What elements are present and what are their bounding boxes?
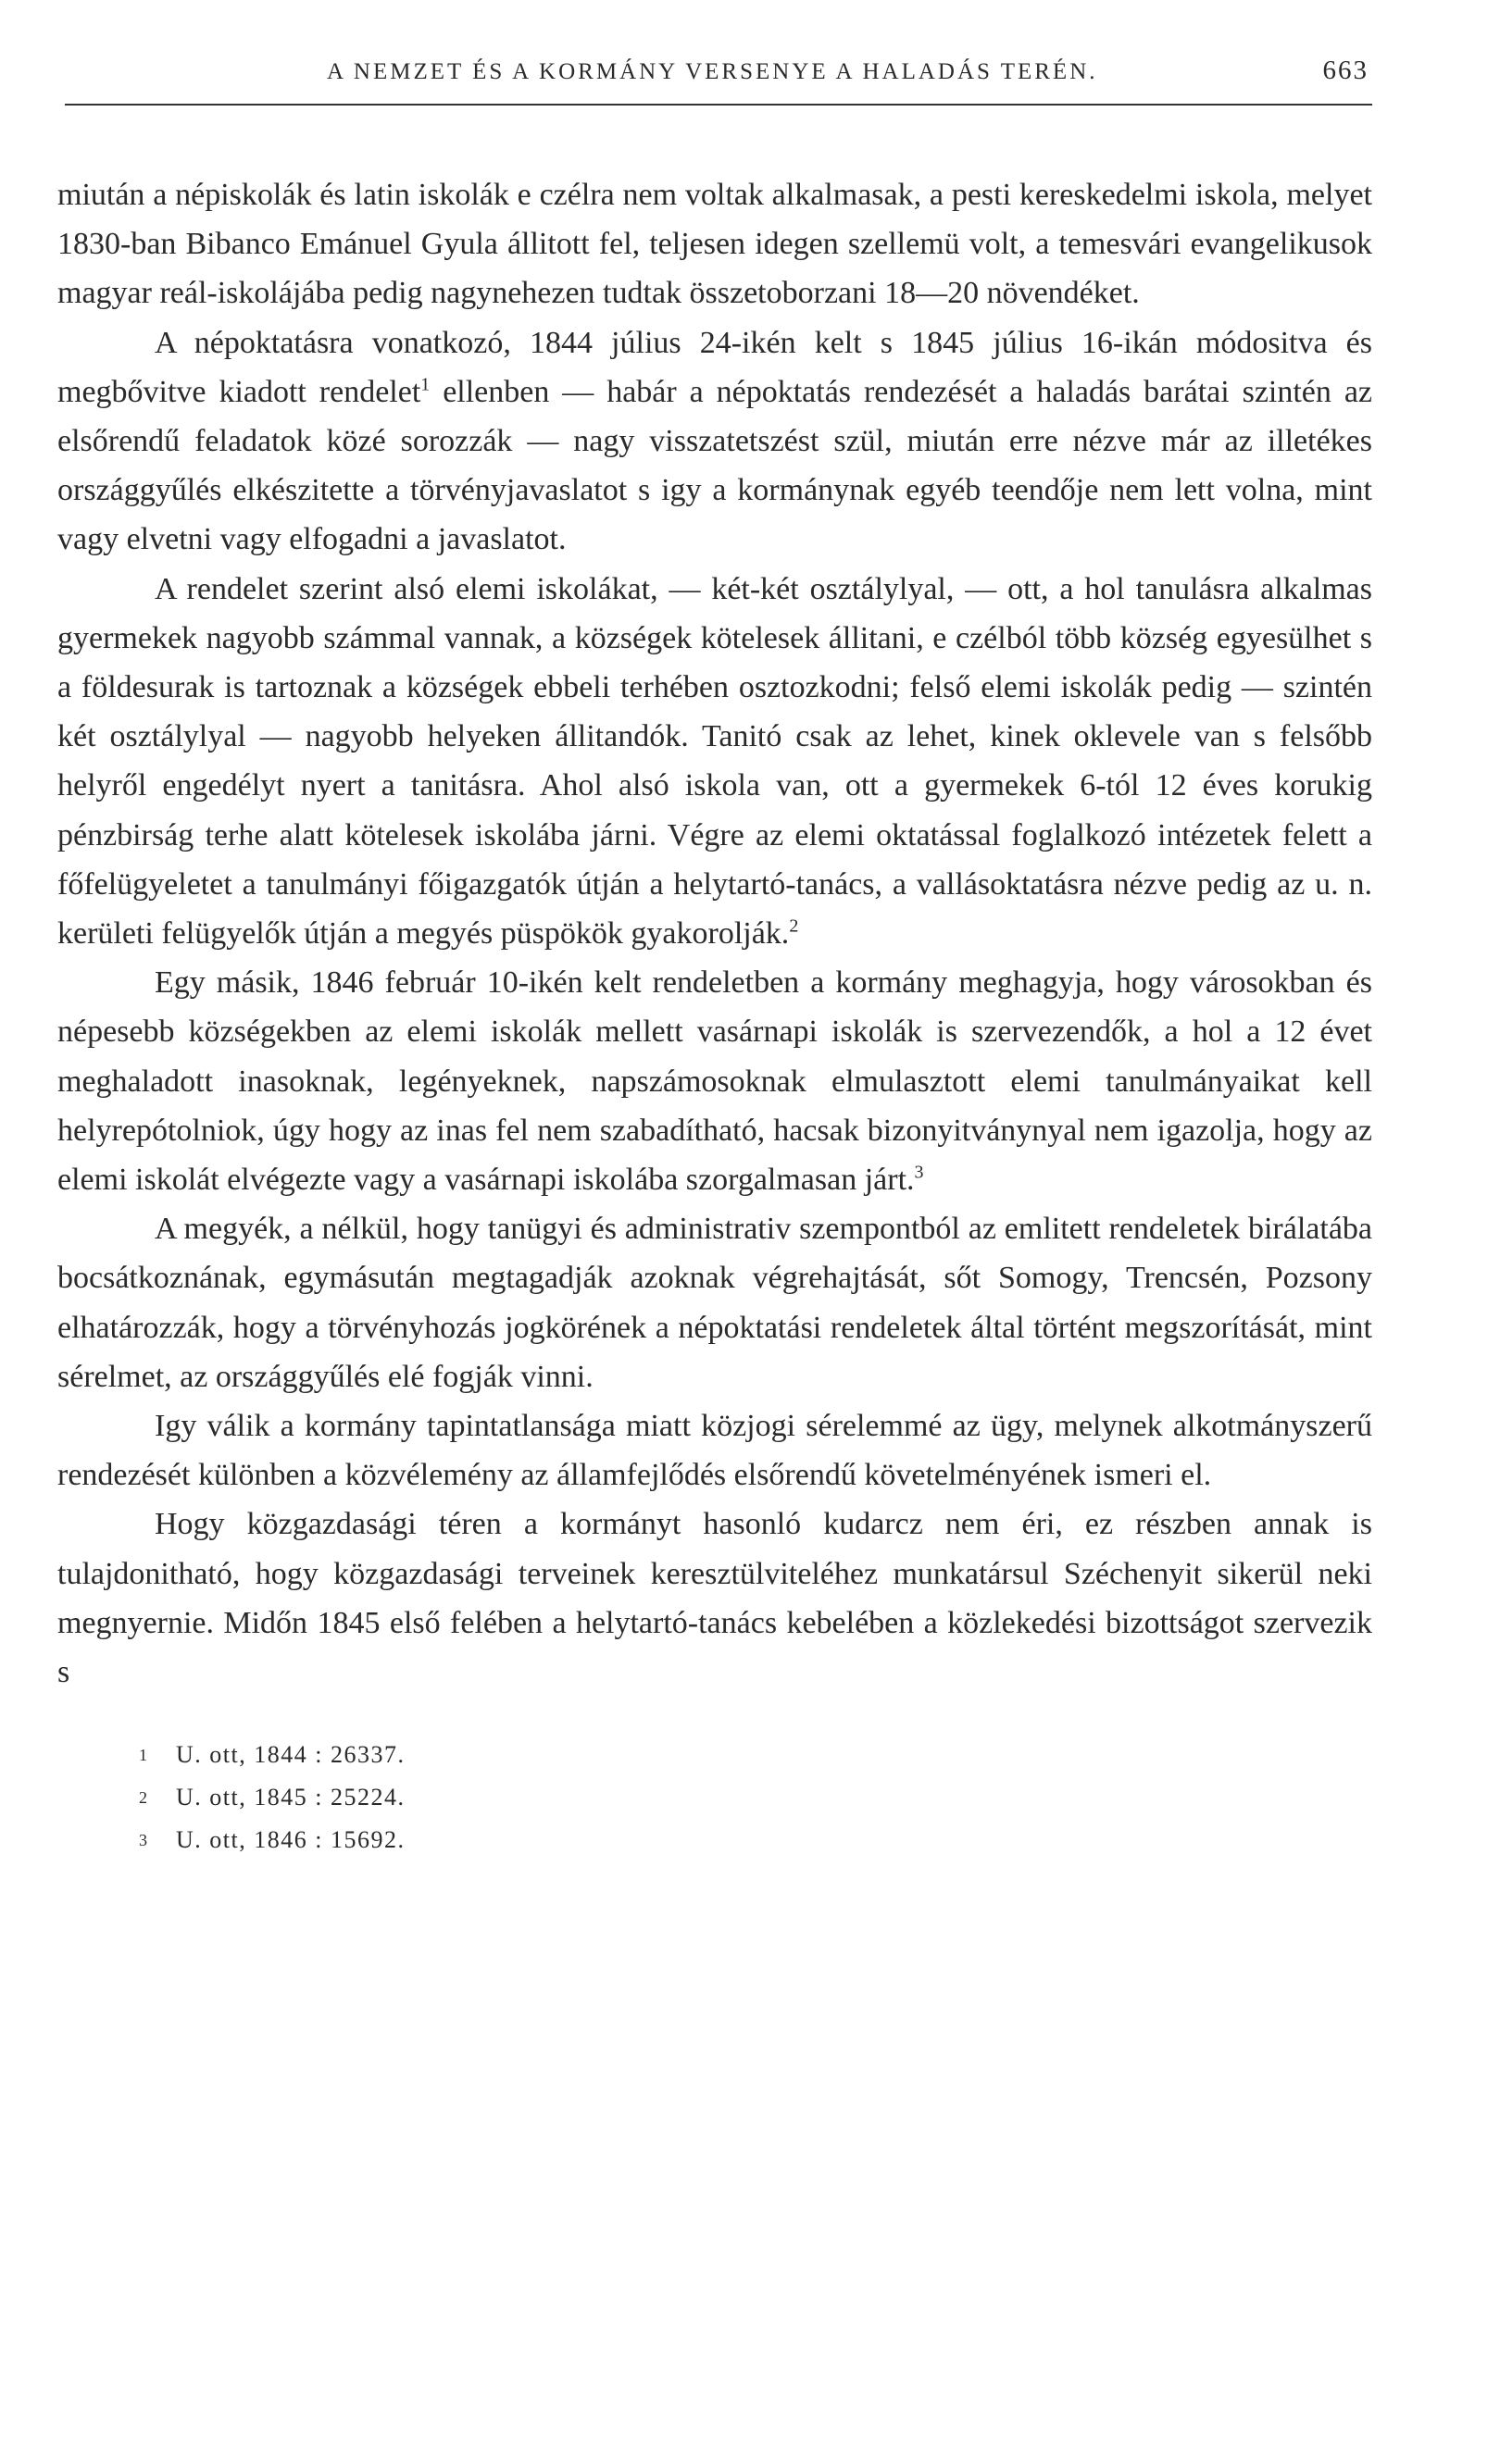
paragraph-text: A rendelet szerint alsó elemi iskolákat, — két-két osztálylyal, — ott, a hol tanulásra alkalmas gyermekek nagyobb számmal vannak, a községek kötelesek állitani, e czélból több község egyesülhet s a földesurak is tartoznak a községek ebbeli terhében osztozkodni; felső elemi iskolák pedig — szintén két osztálylyal — nagyobb helyeken állitandók. Tanitó csak az lehet, kinek oklevele van s felsőbb helyről engedélyt nyert a tanitásra. Ahol alsó iskola van, ott a gyermekek 6-tól 12 éves korukig pénzbirság terhe alatt kötelesek iskolába járni. Végre az elemi oktatással foglalkozó intézetek felett a főfelügyeletet a tanulmányi főigazgatók útján a helytartó-tanács, a vallásoktatásra nézve pedig az u. n. kerületi felügyelők útján a megyés püspökök gyakorolják. <box>57 571 1372 952</box>
paragraph <box>57 958 1372 1204</box>
paragraph-text: miután a népiskolák és latin iskolák e czélra nem voltak alkalmasak, a pesti kereskedelmi iskola, melyet 1830-ban Bibanco Emánuel Gyula állitott fel, teljesen idegen szellemü volt, a temesvári evangelikusok magyar reál-iskolájába pedig nagynehezen tudtak összetoborzani 18—20 növendéket. <box>57 178 1372 311</box>
paragraph-text: A népoktatásra vonatkozó, 1844 július 24-ikén kelt s 1845 július 16-ikán módositva és megbővitve kiadott rendelet <box>57 325 1372 409</box>
footnote-text: U. ott, 1844 : 26337. <box>176 1741 406 1769</box>
footnote <box>139 1776 1372 1819</box>
paragraph <box>57 1500 1372 1697</box>
footnote <box>139 1819 1372 1861</box>
paragraph <box>57 565 1372 959</box>
paragraph <box>57 1204 1372 1401</box>
body-text <box>57 170 1372 1697</box>
footnote <box>139 1734 1372 1776</box>
footnote-mark: 3 <box>139 1831 149 1850</box>
paragraph-text: Hogy közgazdasági téren a kormányt hasonló kudarcz nem éri, ez részben annak is tulajdonitható, hogy közgazdasági terveinek keresztülviteléhez munkatársul Széchenyit sikerül neki megnyernie. Midőn 1845 első felében a helytartó-tanács kebelében a közlekedési bizottságot szervezik s <box>57 1507 1372 1690</box>
paragraph-text: Egy másik, 1846 február 10-ikén kelt rendeletben a kormány meghagyja, hogy városokban és népesebb községekben az elemi iskolák mellett vasárnapi iskolák is szervezendők, a hol a 12 évet meghaladott inasoknak, legényeknek, napszámosoknak elmulasztott elemi tanulmányaikat kell helyrepótolniok, úgy hogy az inas fel nem szabadítható, hacsak bizonyitványnyal nem igazolja, hogy az elemi iskolát elvégezte vagy a vasárnapi iskolába szorgalmasan járt. <box>57 965 1372 1198</box>
page <box>57 56 1372 1861</box>
paragraph-text: Igy válik a kormány tapintatlansága miatt közjogi sérelemmé az ügy, melynek alkotmányszerű rendezését különben a közvélemény az államfejlődés elsőrendű követelményének ismeri el. <box>57 1409 1372 1493</box>
paragraph <box>57 318 1372 565</box>
footnote-reference: 1 <box>420 374 431 395</box>
footnote-text: U. ott, 1845 : 25224. <box>176 1784 406 1811</box>
paragraph <box>57 170 1372 318</box>
page-number: 663 <box>1322 56 1369 85</box>
running-head <box>65 56 1372 106</box>
paragraph-text: A megyék, a nélkül, hogy tanügyi és administrativ szempontból az emlitett rendeletek birálatába bocsátkoznának, egymásután megtagadják azoknak végrehajtását, sőt Somogy, Trencsén, Pozsony elhatározzák, hogy a törvényhozás jogkörének a népoktatási rendeletek által történt megszorítását, mint sérelmet, az országgyűlés elé fogják vinni. <box>57 1212 1372 1394</box>
paragraph-text: ellenben — habár a népoktatás rendezését a haladás barátai szintén az elsőrendű feladatok közé sorozzák — nagy visszatetszést szül, miután erre nézve már az illetékes országgyűlés elkészitette a törvényjavaslatot s igy a kormánynak egyéb teendője nem lett volna, mint vagy elvetni vagy elfogadni a javaslatot. <box>57 374 1372 557</box>
footnote-mark: 1 <box>139 1746 149 1765</box>
footnotes <box>139 1734 1372 1861</box>
footnote-mark: 2 <box>139 1788 149 1808</box>
paragraph <box>57 1401 1372 1500</box>
footnote-reference: 3 <box>914 1162 924 1183</box>
running-title: A NEMZET ÉS A KORMÁNY VERSENYE A HALADÁS TERÉN. <box>327 59 1098 84</box>
footnote-text: U. ott, 1846 : 15692. <box>176 1826 406 1854</box>
footnote-reference: 2 <box>789 915 799 937</box>
